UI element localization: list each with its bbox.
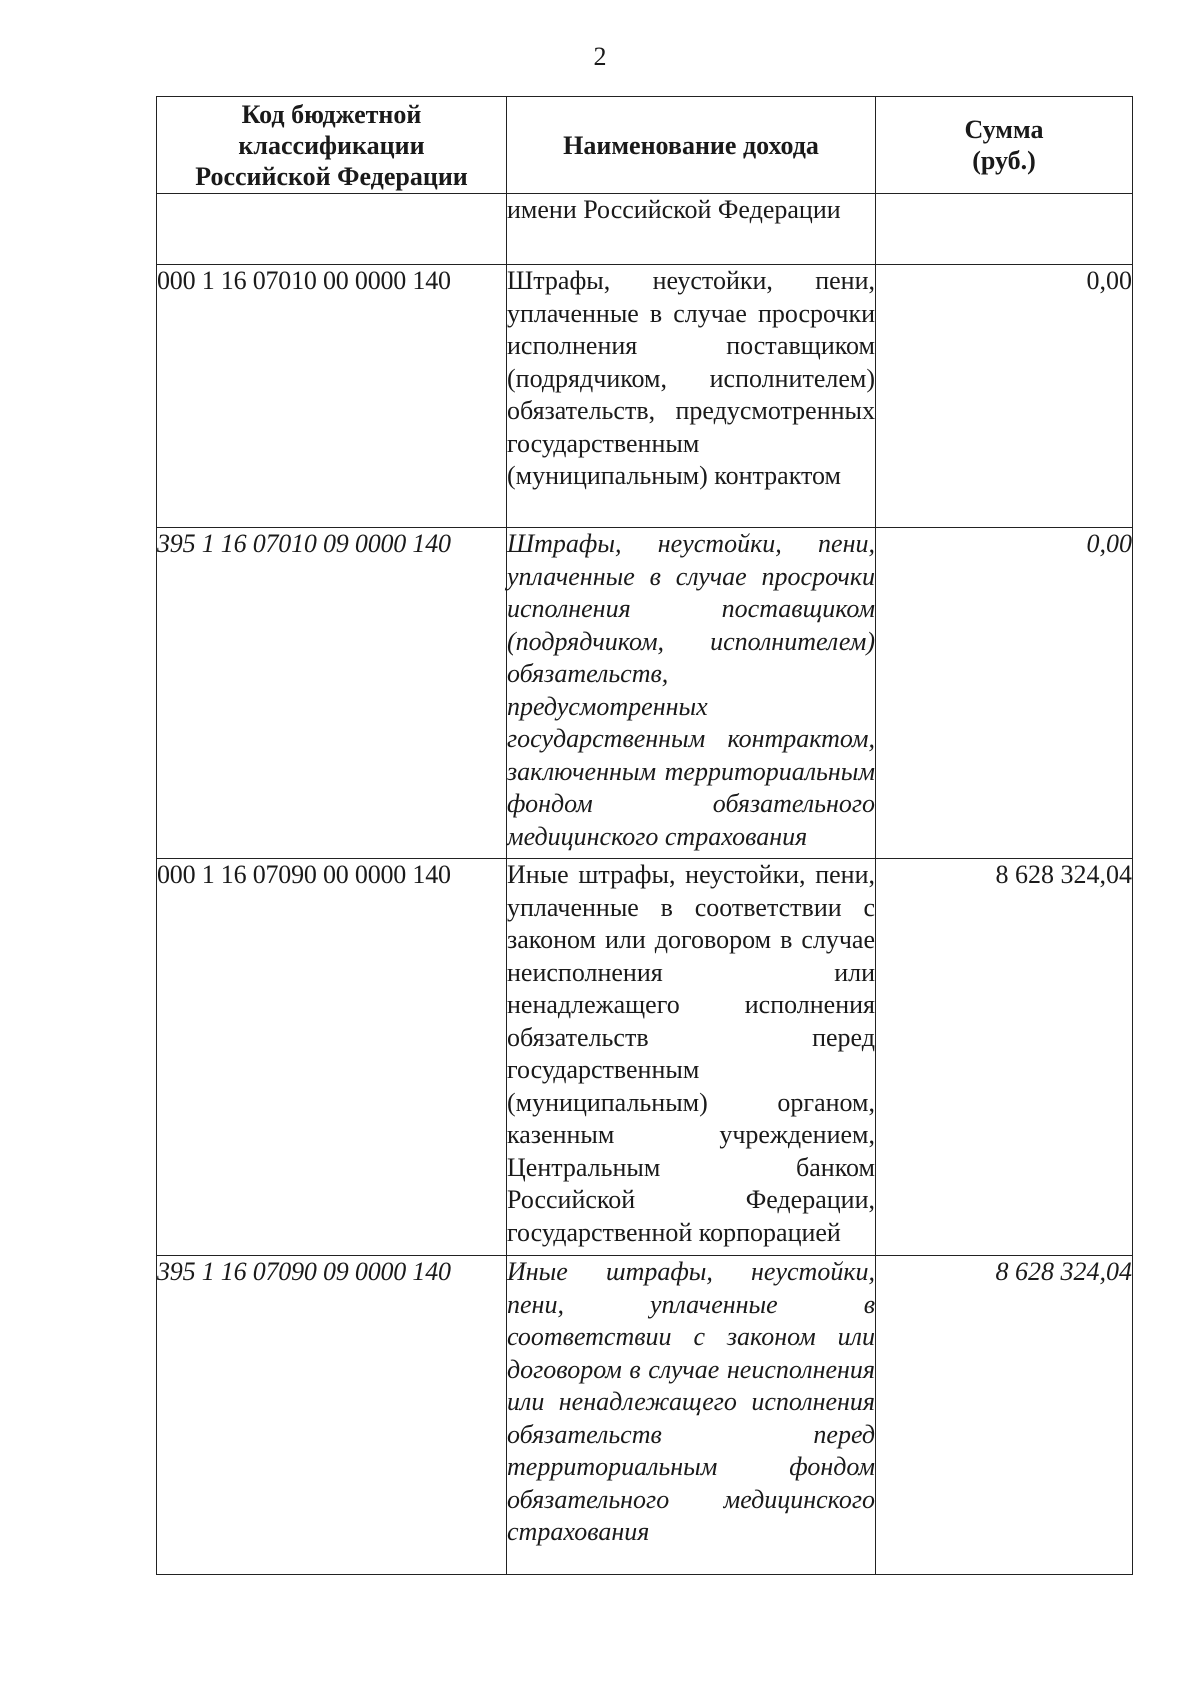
table-row: [157, 528, 1133, 859]
table-row: [157, 1256, 1133, 1575]
header-name-text: Наименование дохода: [563, 130, 819, 160]
header-code-line-3: Российской Федерации: [195, 161, 468, 191]
sum-cell: [876, 194, 1133, 265]
income-name-cell: имени Российской Федерации: [507, 194, 876, 265]
income-name-cell: Штрафы, неустойки, пени, уплаченные в случае просрочки исполнения поставщиком (подрядчиком, исполнителем) обязательств, предусмотренных государственным контрактом, заключенным территориальным фондом обязательного медицинского страхования: [507, 528, 876, 859]
header-sum-line-1: Сумма: [964, 115, 1044, 144]
header-code-line-2: классификации: [238, 130, 425, 160]
header-code-line-1: Код бюджетной: [241, 99, 422, 129]
header-sum: [876, 97, 1133, 194]
header-sum-line-2: (руб.): [972, 146, 1036, 175]
income-name-cell: Иные штрафы, неустойки, пени, уплаченные в соответствии с законом или договором в случае неисполнения или ненадлежащего исполнения обязательств перед государственным (муниципальным) органом, казенным учреждением, Центральным банком Российской Федерации, государственной корпорацией: [507, 859, 876, 1256]
table-row: [157, 194, 1133, 265]
table-row: [157, 859, 1133, 1256]
header-income-name: [507, 97, 876, 194]
sum-cell: 0,00: [876, 265, 1133, 528]
budget-code-cell: 000 1 16 07090 00 0000 140: [157, 859, 507, 1256]
income-name-cell: Штрафы, неустойки, пени, уплаченные в случае просрочки исполнения поставщиком (подрядчиком, исполнителем) обязательств, предусмотренных государственным (муниципальным) контрактом: [507, 265, 876, 528]
budget-code-cell: 395 1 16 07010 09 0000 140: [157, 528, 507, 859]
table-header-row: [157, 97, 1133, 194]
sum-cell: 0,00: [876, 528, 1133, 859]
budget-code-cell: 000 1 16 07010 00 0000 140: [157, 265, 507, 528]
sum-cell: 8 628 324,04: [876, 859, 1133, 1256]
income-table: [156, 96, 1133, 1575]
budget-code-cell: [157, 194, 507, 265]
budget-code-cell: 395 1 16 07090 09 0000 140: [157, 1256, 507, 1575]
page-number: 2: [593, 42, 607, 71]
sum-cell: 8 628 324,04: [876, 1256, 1133, 1575]
header-budget-code: [157, 97, 507, 194]
income-name-cell: Иные штрафы, неустойки, пени, уплаченные в соответствии с законом или договором в случае неисполнения или ненадлежащего исполнения обязательств перед территориальным фондом обязательного медицинского страхования: [507, 1256, 876, 1575]
table-row: [157, 265, 1133, 528]
